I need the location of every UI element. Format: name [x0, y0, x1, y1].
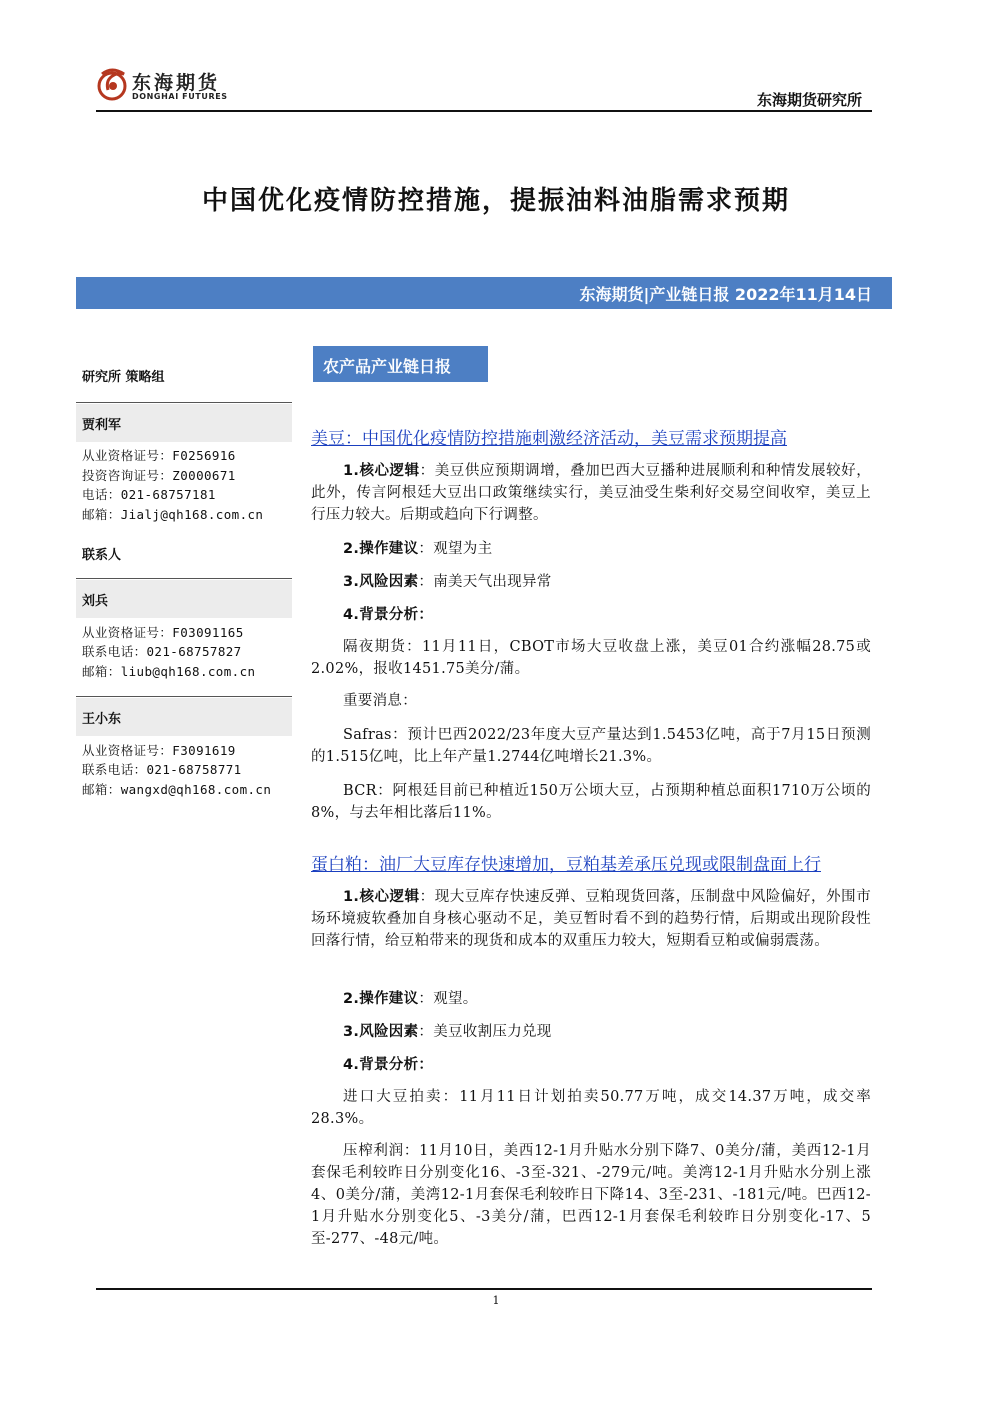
- author-line: 从业资格证号：F0256916: [82, 448, 236, 463]
- document-title: 中国优化疫情防控措施，提振油料油脂需求预期: [201, 186, 790, 216]
- meal-advice-text: ：观望。: [418, 991, 478, 1007]
- institute-name: 东海期货研究所: [756, 91, 862, 109]
- page-number: 1: [492, 1294, 500, 1307]
- author-band: [76, 580, 292, 618]
- meal-core-logic-text: ：现大豆库存快速反弹、豆粕现货回落，压制盘中风险偏好，外围市场环境疲软叠加自身核心驱动不足，美豆暂时看不到的趋势行情，后期或出现阶段性回落行情，给豆粕带来的现货和成本的双重压力较大，短期看豆粕或偏弱震荡。: [311, 889, 871, 949]
- meal-advice-label: 2.操作建议: [343, 991, 419, 1007]
- contact-label: 联系人: [82, 548, 122, 563]
- meal-background-label: 4.背景分析：: [343, 1057, 434, 1073]
- author-email[interactable]: 邮箱：wangxd@qh168.com.cn: [82, 782, 272, 797]
- soy-risk: [311, 571, 871, 593]
- logo-text-cn: 东海期货: [132, 72, 221, 94]
- footer-divider: [96, 1288, 872, 1290]
- author-band: [76, 404, 292, 442]
- meal-background-paragraph: 压榨利润：11月10日，美西12-1月升贴水分别下降7、0美分/蒲，美西12-1月套保毛利较昨日分别变化16、-3至-321、-279元/吨。美湾12-1月升贴水分别上涨4、0美分/蒲，美湾12-1月套保毛利较昨日下降14、3至-231、-181元/吨。巴西12-1月升贴水分别变化5、-3美分/蒲，巴西12-1月套保毛利较昨日分别变化-17、5至-277、-48元/吨。: [311, 1143, 871, 1247]
- soy-advice-label: 2.操作建议: [343, 541, 419, 557]
- soy-risk-text: ：南美天气出现异常: [418, 574, 552, 590]
- section-tag: [313, 346, 488, 382]
- report-banner-text: 东海期货|产业链日报 2022年11月14日: [579, 285, 872, 304]
- meal-risk-text: ：美豆收割压力兑现: [418, 1024, 552, 1040]
- meal-background-paragraph: 进口大豆拍卖：11月11日计划拍卖50.77万吨，成交14.37万吨，成交率28.3%。: [311, 1089, 871, 1127]
- author-line: 从业资格证号：F03091165: [82, 625, 244, 640]
- author-line: 从业资格证号：F3091619: [82, 743, 236, 758]
- meal-core-logic-label: 1.核心逻辑: [343, 889, 420, 905]
- soy-core-logic: [311, 460, 871, 526]
- soy-core-logic-label: 1.核心逻辑: [343, 463, 420, 479]
- author-name: 贾利军: [82, 418, 122, 433]
- author-email[interactable]: 邮箱：liub@qh168.com.cn: [82, 664, 256, 679]
- soy-section-heading[interactable]: 美豆：中国优化疫情防控措施刺激经济活动，美豆需求预期提高: [311, 429, 787, 449]
- soy-core-logic-text: ：美豆供应预期调增，叠加巴西大豆播种进展顺利和种情发展较好，此外，传言阿根廷大豆出口政策继续实行，美豆油受生柴利好交易空间收窄，美豆上行压力较大。后期或趋向下行调整。: [311, 463, 871, 523]
- meal-section-heading[interactable]: 蛋白粕：油厂大豆库存快速增加，豆粕基差承压兑现或限制盘面上行: [311, 855, 821, 875]
- author-line: 联系电话：021-68758771: [82, 762, 242, 777]
- header-divider: [96, 110, 872, 112]
- meal-core-logic: [311, 886, 871, 952]
- soy-background-paragraph: Safras：预计巴西2022/23年度大豆产量达到1.5453亿吨，高于7月15日预测的1.515亿吨，比上年产量1.2744亿吨增长21.3%。: [311, 727, 871, 765]
- soy-background-label: 4.背景分析：: [343, 607, 434, 623]
- author-name: 刘兵: [82, 594, 109, 609]
- author-line: 投资咨询证号：Z0000671: [82, 468, 236, 483]
- soy-advice: [311, 538, 871, 560]
- author-line: 联系电话：021-68757827: [82, 644, 242, 659]
- author-name: 王小东: [82, 712, 122, 727]
- soy-background-paragraph: BCR：阿根廷目前已种植近150万公顷大豆，占预期种植总面积1710万公顷的8%，与去年相比落后11%。: [311, 783, 871, 821]
- author-band: [76, 698, 292, 736]
- author-line: 电话：021-68757181: [82, 487, 216, 502]
- sidebar-divider: [76, 578, 292, 579]
- soy-risk-label: 3.风险因素: [343, 574, 419, 590]
- meal-risk: [311, 1021, 871, 1043]
- soy-advice-text: ：观望为主: [418, 541, 493, 557]
- sidebar-divider: [76, 402, 292, 403]
- logo-text-en: DONGHAI FUTURES: [132, 92, 228, 101]
- department-label: 研究所 策略组: [82, 370, 165, 385]
- meal-advice: [311, 988, 871, 1010]
- report-banner: [76, 277, 892, 309]
- author-email[interactable]: 邮箱：Jialj@qh168.com.cn: [82, 507, 264, 522]
- soy-news-label: 重要消息：: [343, 693, 417, 709]
- meal-risk-label: 3.风险因素: [343, 1024, 419, 1040]
- soy-background-paragraph: 隔夜期货：11月11日，CBOT市场大豆收盘上涨，美豆01合约涨幅28.75或2.02%，报收1451.75美分/蒲。: [311, 639, 871, 677]
- logo-emblem-icon: [96, 64, 130, 104]
- sidebar-divider: [76, 696, 292, 697]
- section-tag-label: 农产品产业链日报: [323, 357, 452, 376]
